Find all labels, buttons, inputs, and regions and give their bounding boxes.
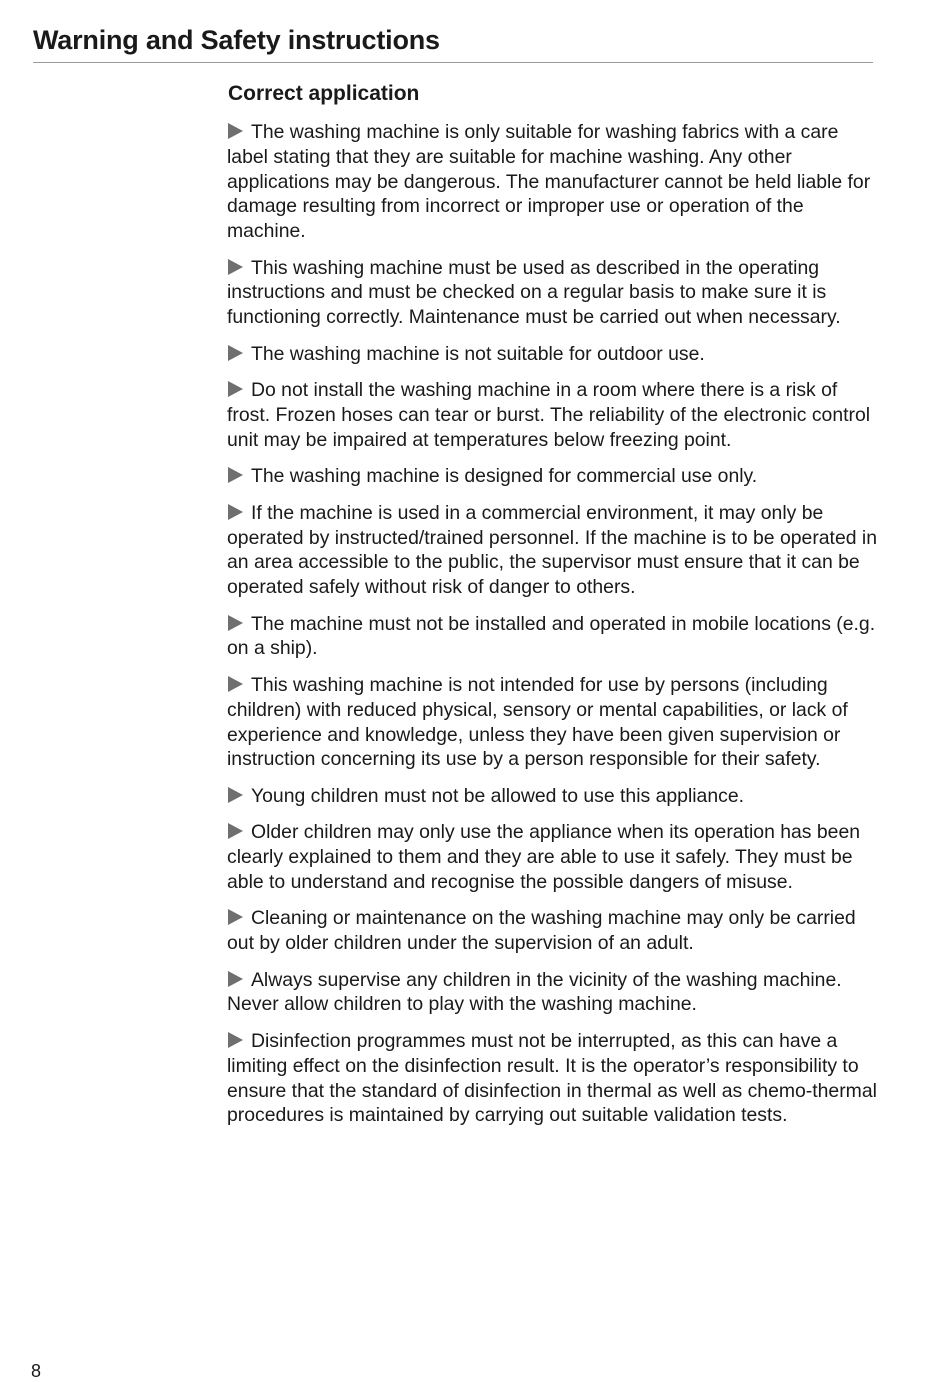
triangle-right-icon: [228, 381, 243, 397]
list-item: [227, 378, 879, 452]
list-item: [227, 968, 879, 1018]
triangle-right-icon: [228, 123, 243, 139]
triangle-right-icon: [228, 823, 243, 839]
triangle-right-icon: [228, 467, 243, 483]
list-item-text: Disinfection programmes must not be interrupted, as this can have a limiting effect on the disinfection result. It is the operator’s responsibility to ensure that the standard of disinfection in thermal as well as chemo-thermal procedures is maintained by carrying out suitable validation tests.: [227, 1029, 877, 1127]
list-item: [227, 784, 879, 809]
list-item: [227, 612, 879, 662]
list-item-text: This washing machine is not intended for use by persons (including children) with reduced physical, sensory or mental capabilities, or lack of experience and knowledge, unless they have been given supervision or instruction concerning its use by a person responsible for their safety.: [227, 673, 848, 771]
triangle-right-icon: [228, 787, 243, 803]
list-item: [227, 256, 879, 330]
list-item-text: Young children must not be allowed to use this appliance.: [251, 784, 744, 807]
list-item-text: The washing machine is only suitable for washing fabrics with a care label stating that they are suitable for machine washing. Any other applications may be dangerous. The manufacturer cannot be held liable for damage resulting from incorrect or improper use or operation of the machine.: [227, 121, 871, 243]
list-item: [227, 120, 879, 244]
list-item: [227, 820, 879, 894]
page-title: Warning and Safety instructions: [33, 25, 440, 55]
list-item-text: The machine must not be installed and operated in mobile locations (e.g. on a ship).: [227, 612, 876, 660]
triangle-right-icon: [228, 971, 243, 987]
list-item-text: This washing machine must be used as described in the operating instructions and must be checked on a regular basis to make sure it is functioning correctly. Maintenance must be carried out when necessary.: [227, 256, 841, 329]
triangle-right-icon: [228, 259, 243, 275]
list-item-text: The washing machine is not suitable for outdoor use.: [251, 342, 705, 365]
list-item: [227, 1029, 879, 1128]
list-item-text: Cleaning or maintenance on the washing machine may only be carried out by older children under the supervision of an adult.: [227, 907, 856, 955]
main-content: [227, 80, 879, 1140]
list-item-text: Always supervise any children in the vicinity of the washing machine. Never allow children to play with the washing machine.: [227, 968, 842, 1016]
triangle-right-icon: [228, 1032, 243, 1048]
page-number: 8: [31, 1361, 42, 1381]
list-item: [227, 342, 879, 367]
triangle-right-icon: [228, 676, 243, 692]
list-item: [227, 464, 879, 489]
list-item: [227, 673, 879, 772]
triangle-right-icon: [228, 345, 243, 361]
page-header: [33, 22, 873, 63]
list-item-text: If the machine is used in a commercial environment, it may only be operated by instructed/trained personnel. If the machine is to be operated in an area accessible to the public, the supervisor must ensure that it can be operated safely without risk of danger to others.: [227, 501, 877, 599]
section-title: Correct application: [228, 82, 420, 105]
triangle-right-icon: [228, 504, 243, 520]
list-item-text: Do not install the washing machine in a room where there is a risk of frost. Frozen hoses can tear or burst. The reliability of the electronic control unit may be impaired at temperatures below freezing point.: [227, 379, 871, 451]
list-item: [227, 906, 879, 956]
list-item-text: The washing machine is designed for commercial use only.: [251, 465, 758, 488]
triangle-right-icon: [228, 615, 243, 631]
list-item-text: Older children may only use the appliance when its operation has been clearly explained to them and they are able to use it safely. They must be able to understand and recognise the possible dangers of misuse.: [227, 821, 861, 893]
triangle-right-icon: [228, 909, 243, 925]
list-item: [227, 501, 879, 600]
